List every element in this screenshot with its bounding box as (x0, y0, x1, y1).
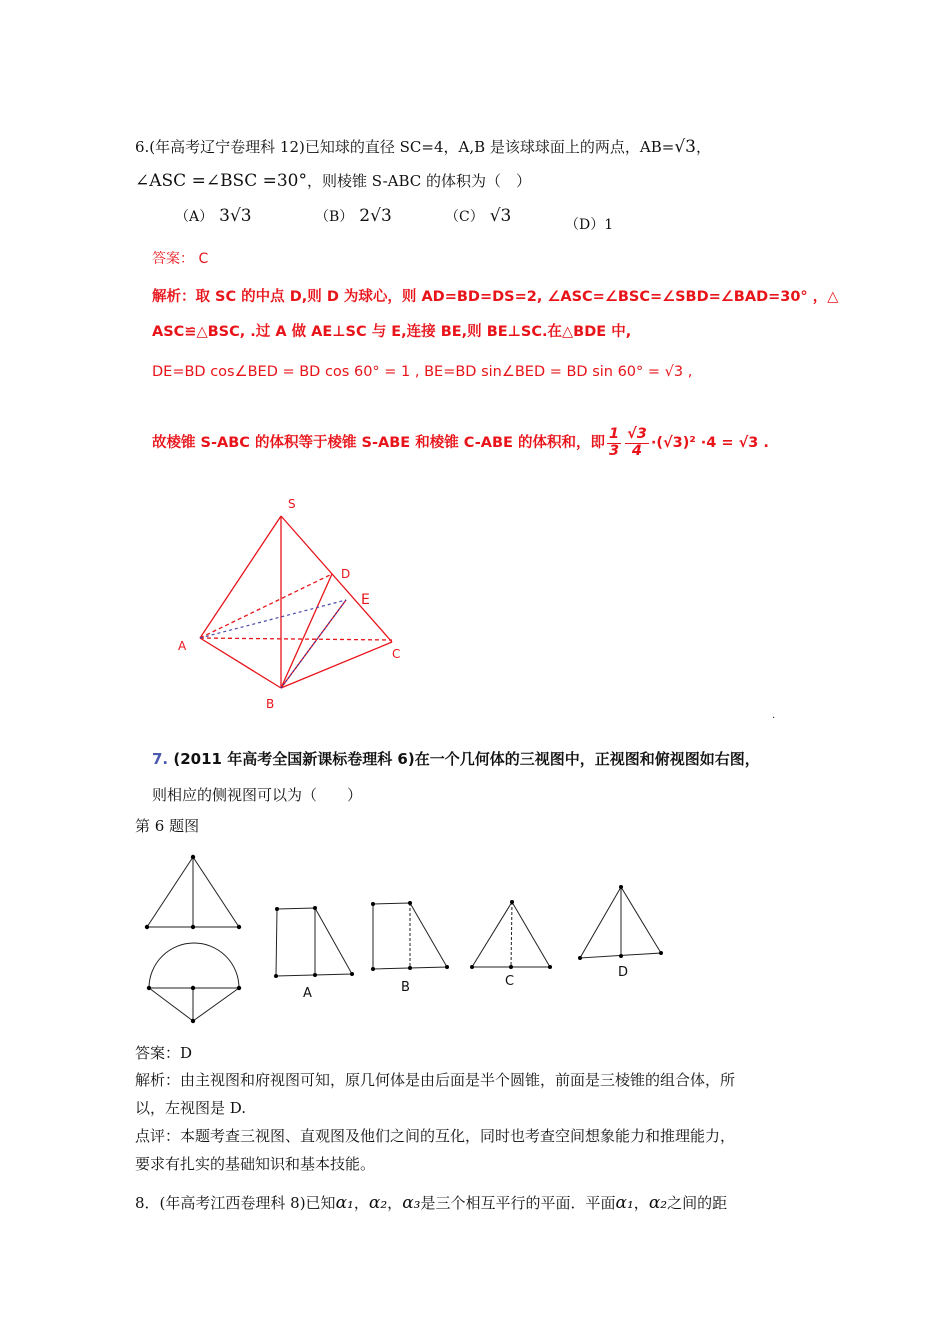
q6-fraction-one-third (607, 427, 621, 460)
q6-stem-question: ，则棱锥 S-ABC 的体积为（ ） (307, 172, 532, 190)
q7-stem-line2: 则相应的侧视图可以为（ ） (152, 786, 363, 804)
option-a-shape (276, 908, 352, 976)
edge-bd (281, 574, 332, 688)
top-view-semicircle (149, 943, 239, 988)
edge-ac-dashed (200, 638, 392, 640)
q7-analysis-line2: 以，左视图是 D. (135, 1099, 247, 1117)
option-label: （A） (175, 209, 214, 225)
q7-answer: 答案：D (135, 1044, 193, 1062)
q7-analysis-line1: 解析：由主视图和府视图可知，原几何体是由后面是半个圆锥，前面是三棱锥的组合体，所 (135, 1071, 736, 1089)
plane-alpha3: α₃ (402, 1193, 421, 1213)
edge-sa (200, 516, 281, 638)
label-e: E (361, 592, 370, 608)
q6-analysis-line4 (152, 423, 769, 463)
label-a: A (178, 639, 187, 653)
option-a-label: A (303, 986, 312, 1001)
q7-comment-line2: 要求有扎实的基础知识和基本技能。 (135, 1155, 376, 1173)
top-view-edge-right (193, 988, 239, 1021)
q6-analysis-line1: 解析：取 SC 的中点 D,则 D 为球心，则 AD=BD=DS=2, ∠ASC=∠BSC=∠SBD=∠BAD=30° ，△ (152, 289, 839, 305)
plane-alpha1: α₁ (335, 1193, 354, 1213)
q8-stem-text-2: 是三个相互平行的平面．平面 (420, 1194, 616, 1212)
q6-stem-line1 (135, 136, 711, 157)
plane-alpha2: α₂ (368, 1193, 388, 1213)
sep: ， (353, 1194, 369, 1212)
option-value: √3 (489, 206, 512, 226)
plane-alpha2: α₂ (648, 1193, 668, 1213)
q6-answer: 答案： C (152, 251, 209, 267)
q7-stem-line1 (152, 748, 760, 769)
edge-sc (281, 516, 392, 642)
q8-stem-text: 8．(年高考江西卷理科 8)已知 (135, 1194, 336, 1212)
q7-comment-line1: 点评：本题考查三视图、直观图及他们之间的互化，同时也考查空间想象能力和推理能力， (135, 1127, 736, 1145)
edge-ad-dashed (200, 574, 332, 638)
sep: ， (633, 1194, 649, 1212)
figure-stray-dot: . (772, 710, 776, 721)
q6-stem-line2 (135, 170, 531, 191)
q6-stem-punct: ， (695, 138, 711, 156)
q7-three-views-figure (135, 845, 675, 1035)
sep: ， (387, 1194, 403, 1212)
option-value: 2√3 (359, 206, 392, 226)
q6-option-c (445, 206, 511, 226)
label-d: D (341, 567, 351, 581)
option-c-label: C (505, 974, 515, 989)
q6-option-d (565, 214, 613, 234)
q6-fraction-root3-over-4 (625, 427, 649, 460)
plane-alpha1: α₁ (615, 1193, 634, 1213)
denominator: 4 (631, 442, 642, 459)
q6-analysis-text: 故棱锥 S-ABC 的体积等于棱锥 S-ABE 和棱锥 C-ABE 的体积和，即 (152, 435, 605, 451)
label-b: B (266, 697, 275, 711)
q8-stem-line1 (135, 1192, 727, 1213)
q6-angle-condition: ∠ASC =∠BSC =30° (135, 171, 307, 191)
option-label: （D）1 (565, 217, 614, 233)
q8-stem-text-3: 之间的距 (667, 1194, 728, 1212)
option-value: 3√3 (219, 206, 252, 226)
q6-ab-value: √3 (674, 137, 696, 157)
q6-analysis-result: ·(√3)² ·4 = √3 . (650, 435, 769, 451)
option-d-label: D (618, 965, 629, 980)
q7-figure-caption: 第 6 题图 (135, 817, 200, 835)
q7-stem-text: (2011 年高考全国新课标卷理科 6)在一个几何体的三视图中，正视图和俯视图如右图， (173, 750, 760, 768)
q6-tetrahedron-figure (170, 490, 430, 720)
q6-analysis-line2: ASC≌△BSC, .过 A 做 AE⊥SC 与 E,连接 BE,则 BE⊥SC.在△BDE 中, (152, 324, 632, 340)
top-view-edge-left (149, 988, 193, 1021)
option-c-dashed (511, 902, 512, 967)
edge-ab (200, 638, 281, 688)
q6-option-b (315, 206, 392, 226)
option-b-label: B (401, 980, 410, 995)
numerator: 1 (608, 425, 620, 442)
label-c: C (392, 647, 401, 661)
q6-stem-text: 6.(年高考辽宁卷理科 12)已知球的直径 SC=4，A,B 是该球球面上的两点，AB= (135, 138, 675, 156)
q7-number: 7. (152, 750, 169, 768)
option-label: （C） (445, 209, 484, 225)
label-s: S (288, 497, 296, 511)
denominator: 3 (608, 442, 620, 459)
option-label: （B） (315, 209, 354, 225)
q6-analysis-line3: DE=BD cos∠BED = BD cos 60° = 1 , BE=BD sin∠BED = BD sin 60° = √3 , (152, 364, 693, 380)
q6-option-a (175, 206, 252, 226)
numerator: √3 (627, 425, 647, 442)
